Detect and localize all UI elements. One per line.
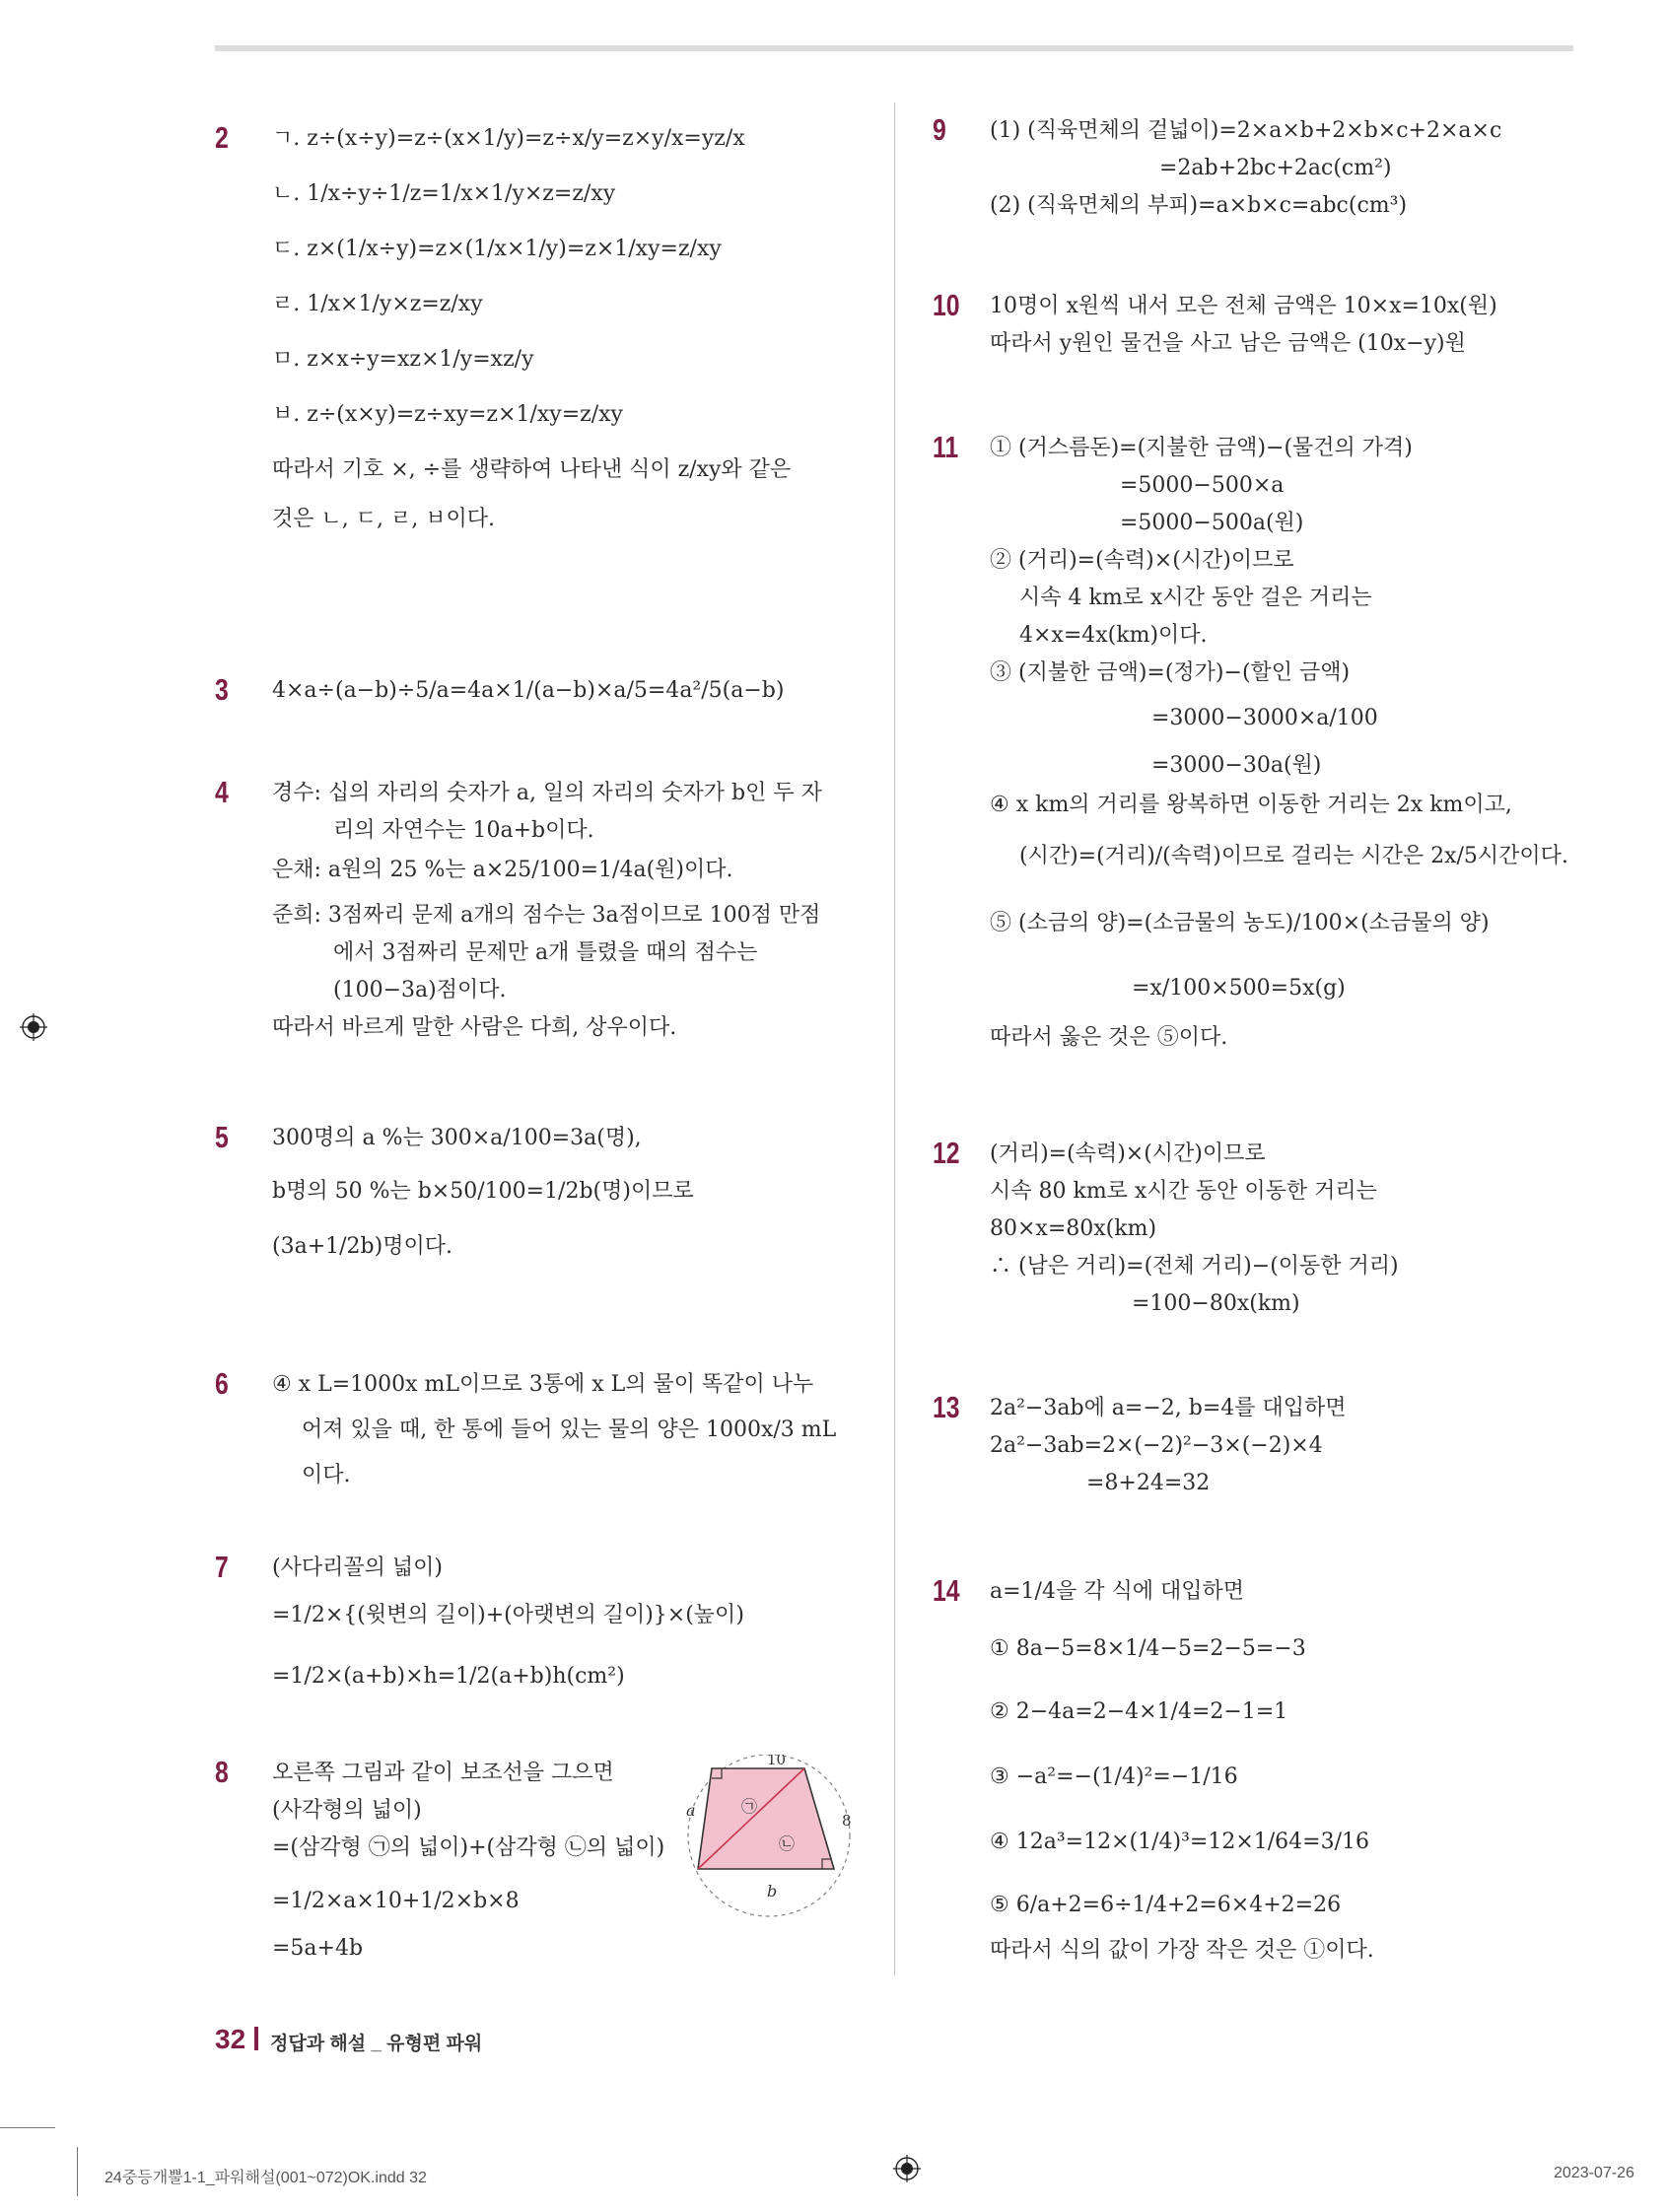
column-divider bbox=[894, 103, 895, 1975]
problem-number: 10 bbox=[933, 288, 960, 322]
solution-line: 4×x=4x(km)이다. bbox=[1019, 623, 1208, 648]
solution-line: ③ (지불한 금액)=(정가)−(할인 금액) bbox=[990, 660, 1351, 685]
problem-number: 13 bbox=[933, 1390, 960, 1424]
solution-line: =8+24=32 bbox=[1086, 1471, 1211, 1495]
label-left: a bbox=[686, 1801, 696, 1820]
problem-number: 9 bbox=[933, 112, 946, 147]
problem-number: 4 bbox=[215, 775, 229, 809]
problem-number: 7 bbox=[215, 1550, 229, 1584]
print-date: 2023-07-26 bbox=[1554, 2165, 1634, 2181]
solution-line: 오른쪽 그림과 같이 보조선을 그으면 bbox=[272, 1761, 614, 1785]
solution-line: 이다. bbox=[302, 1463, 351, 1487]
solution-line: =(삼각형 ㉠의 넓이)+(삼각형 ㉡의 넓이) bbox=[272, 1835, 665, 1860]
registration-mark-icon bbox=[20, 1013, 47, 1041]
label-right: 8 bbox=[842, 1812, 852, 1830]
solution-line: =3000−3000×a/100 bbox=[1151, 706, 1378, 730]
solution-line: ② 2−4a=2−4×1/4=2−1=1 bbox=[990, 1699, 1288, 1724]
solution-line: ④ x km의 거리를 왕복하면 이동한 거리는 2x km이고, bbox=[990, 793, 1512, 817]
solution-line: =100−80x(km) bbox=[1132, 1291, 1300, 1316]
solution-line: a=1/4을 각 식에 대입하면 bbox=[990, 1579, 1244, 1604]
solution-line: ㄹ. 1/x×1/y×z=z/xy bbox=[272, 292, 483, 316]
solution-line: 준희: 3점짜리 문제 a개의 점수는 3a점이므로 100점 만점 bbox=[272, 903, 821, 928]
solution-line: ④ 12a³=12×(1/4)³=12×1/64=3/16 bbox=[990, 1830, 1369, 1854]
label-bottom: b bbox=[767, 1882, 778, 1901]
problem-number: 2 bbox=[215, 120, 229, 155]
registration-mark-icon bbox=[893, 2155, 921, 2182]
solution-line: =5a+4b bbox=[272, 1936, 364, 1961]
solution-line: (2) (직육면체의 부피)=a×b×c=abc(cm³) bbox=[990, 193, 1408, 218]
solution-line: =5000−500a(원) bbox=[1120, 511, 1304, 535]
problem-number: 12 bbox=[933, 1136, 960, 1170]
solution-line: ④ x L=1000x mL이므로 3통에 x L의 물이 똑같이 나누 bbox=[272, 1372, 814, 1397]
solution-line: 4×a÷(a−b)÷5/a=4a×1/(a−b)×a/5=4a²/5(a−b) bbox=[272, 678, 785, 703]
solution-line: =3000−30a(원) bbox=[1151, 753, 1322, 778]
label-triangle-2: ㉡ bbox=[779, 1834, 796, 1853]
footer-title: 정답과 해설 _ 유형편 파워 bbox=[270, 2034, 483, 2054]
crop-mark bbox=[0, 2127, 55, 2128]
solution-line: ② (거리)=(속력)×(시간)이므로 bbox=[990, 548, 1294, 573]
solution-line: ㄱ. z÷(x÷y)=z÷(x×1/y)=z÷x/y=z×y/x=yz/x bbox=[272, 126, 745, 151]
solution-line: (3a+1/2b)명이다. bbox=[272, 1234, 452, 1259]
solution-line: 80×x=80x(km) bbox=[990, 1216, 1157, 1241]
solution-line: ㅂ. z÷(x×y)=z÷xy=z×1/xy=z/xy bbox=[272, 402, 623, 427]
solution-line: 시속 80 km로 x시간 동안 이동한 거리는 bbox=[990, 1179, 1377, 1204]
solution-line: 따라서 기호 ×, ÷를 생략하여 나타낸 식이 z/xy와 같은 bbox=[272, 457, 792, 482]
solution-line: ⑤ 6/a+2=6÷1/4+2=6×4+2=26 bbox=[990, 1893, 1342, 1917]
solution-line: =1/2×{(윗변의 길이)+(아랫변의 길이)}×(높이) bbox=[272, 1603, 744, 1627]
problem-number: 8 bbox=[215, 1755, 229, 1789]
solution-line: ㅁ. z×x÷y=xz×1/y=xz/y bbox=[272, 347, 534, 372]
solution-line: (거리)=(속력)×(시간)이므로 bbox=[990, 1141, 1266, 1166]
problem-number: 5 bbox=[215, 1120, 229, 1154]
solution-line: ③ −a²=−(1/4)²=−1/16 bbox=[990, 1764, 1238, 1789]
solution-line: b명의 50 %는 b×50/100=1/2b(명)이므로 bbox=[272, 1179, 694, 1204]
top-rule bbox=[215, 45, 1573, 51]
solution-line: 10명이 x원씩 내서 모은 전체 금액은 10×x=10x(원) bbox=[990, 294, 1497, 318]
solution-line: (사다리꼴의 넓이) bbox=[272, 1555, 443, 1580]
solution-line: (시간)=(거리)/(속력)이므로 걸리는 시간은 2x/5시간이다. bbox=[1019, 844, 1568, 868]
solution-line: 시속 4 km로 x시간 동안 걸은 거리는 bbox=[1019, 586, 1372, 610]
solution-line: ∴ (남은 거리)=(전체 거리)−(이동한 거리) bbox=[990, 1254, 1399, 1279]
solution-line: 은채: a원의 25 %는 a×25/100=1/4a(원)이다. bbox=[272, 858, 733, 882]
file-name: 24중등개뿔1-1_파워해설(001~072)OK.indd 32 bbox=[104, 2170, 427, 2186]
solution-line: =1/2×(a+b)×h=1/2(a+b)h(cm²) bbox=[272, 1664, 625, 1689]
solution-line: =2ab+2bc+2ac(cm²) bbox=[1159, 156, 1392, 180]
problem-number: 3 bbox=[215, 672, 229, 707]
solution-line: =x/100×500=5x(g) bbox=[1132, 976, 1346, 1001]
solution-line: 300명의 a %는 300×a/100=3a(명), bbox=[272, 1126, 642, 1150]
solution-line: 것은 ㄴ, ㄷ, ㄹ, ㅂ이다. bbox=[272, 507, 495, 531]
solution-line: ㄴ. 1/x÷y÷1/z=1/x×1/y×z=z/xy bbox=[272, 181, 616, 206]
solution-line: (사각형의 넓이) bbox=[272, 1798, 422, 1823]
label-triangle-1: ㉠ bbox=[741, 1797, 758, 1816]
solution-line: ① 8a−5=8×1/4−5=2−5=−3 bbox=[990, 1636, 1306, 1661]
solution-line: 어져 있을 때, 한 통에 들어 있는 물의 양은 1000x/3 mL bbox=[302, 1417, 837, 1442]
quadrilateral bbox=[698, 1768, 834, 1869]
solution-line: 에서 3점짜리 문제만 a개 틀렸을 때의 점수는 bbox=[333, 940, 758, 965]
footer-divider bbox=[254, 2027, 258, 2050]
quadrilateral-figure bbox=[682, 1755, 860, 1922]
problem-number: 14 bbox=[933, 1573, 960, 1608]
solution-line: 경수: 십의 자리의 숫자가 a, 일의 자리의 숫자가 b인 두 자 bbox=[272, 781, 822, 805]
solution-line: ① (거스름돈)=(지불한 금액)−(물건의 가격) bbox=[990, 436, 1413, 460]
solution-line: ㄷ. z×(1/x÷y)=z×(1/x×1/y)=z×1/xy=z/xy bbox=[272, 237, 722, 261]
solution-line: ⑤ (소금의 양)=(소금물의 농도)/100×(소금물의 양) bbox=[990, 911, 1490, 935]
problem-number: 11 bbox=[933, 430, 959, 464]
crop-mark bbox=[77, 2147, 78, 2196]
solution-line: 리의 자연수는 10a+b이다. bbox=[333, 818, 594, 843]
solution-line: (100−3a)점이다. bbox=[333, 978, 507, 1002]
solution-line: (1) (직육면체의 겉넓이)=2×a×b+2×b×c+2×a×c bbox=[990, 118, 1502, 143]
label-top: 10 bbox=[767, 1755, 787, 1768]
solution-line: 따라서 옳은 것은 ⑤이다. bbox=[990, 1025, 1228, 1050]
solution-line: 2a²−3ab에 a=−2, b=4를 대입하면 bbox=[990, 1396, 1347, 1420]
page-number: 32 bbox=[215, 2024, 246, 2054]
solution-line: =5000−500×a bbox=[1120, 473, 1285, 498]
solution-line: 따라서 바르게 말한 사람은 다희, 상우이다. bbox=[272, 1015, 677, 1040]
solution-line: 따라서 y원인 물건을 사고 남은 금액은 (10x−y)원 bbox=[990, 331, 1466, 356]
problem-number: 6 bbox=[215, 1366, 229, 1401]
solution-line: =1/2×a×10+1/2×b×8 bbox=[272, 1889, 520, 1913]
solution-line: 따라서 식의 값이 가장 작은 것은 ①이다. bbox=[990, 1938, 1374, 1963]
solution-line: 2a²−3ab=2×(−2)²−3×(−2)×4 bbox=[990, 1433, 1323, 1458]
